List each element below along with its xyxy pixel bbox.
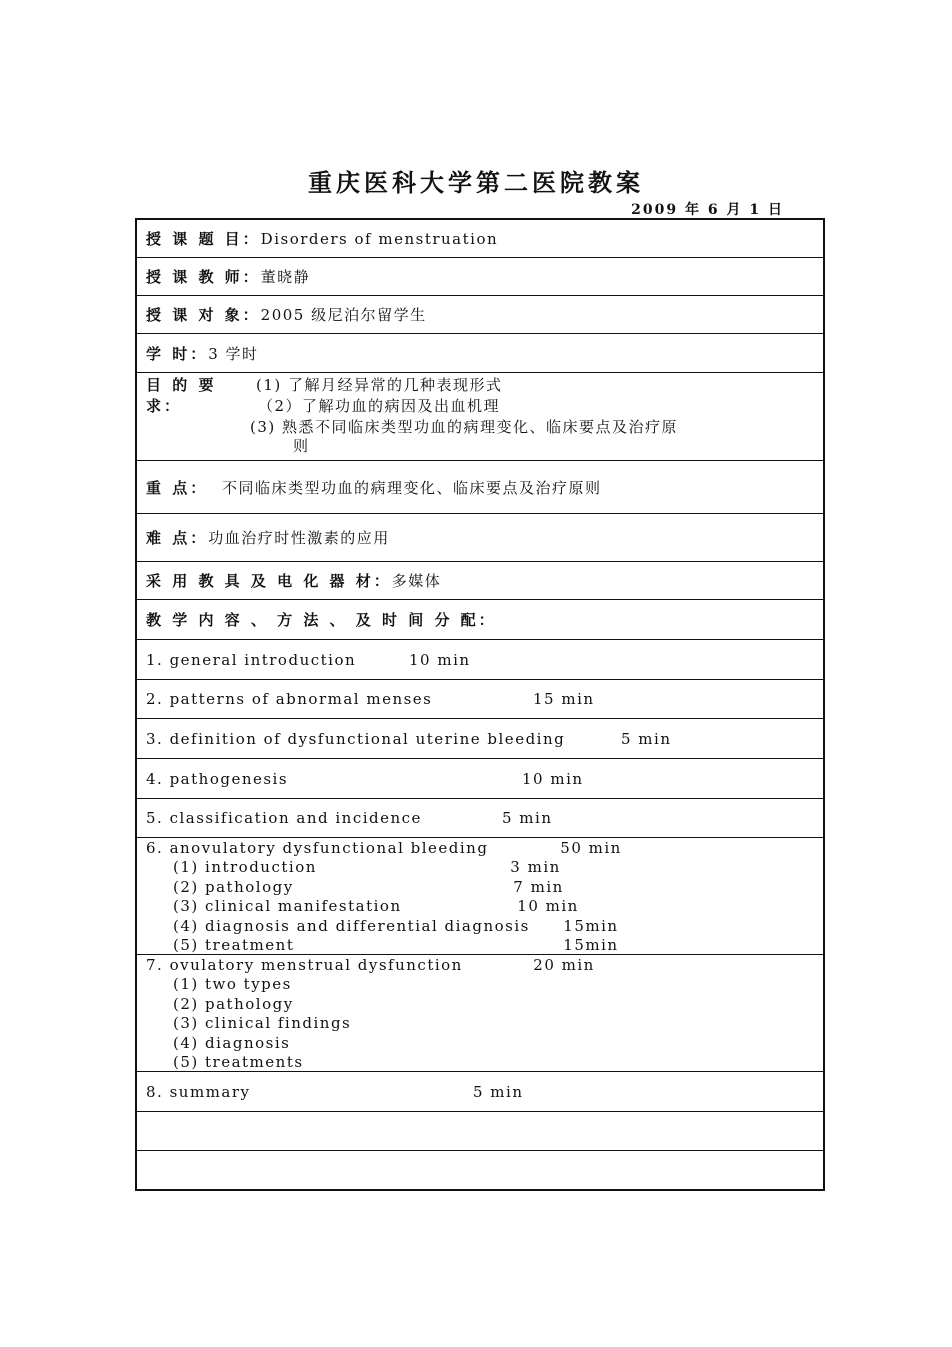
item-6-name: 6. anovulatory dysfunctional bleeding <box>146 839 489 857</box>
item-3-time: 5 min <box>621 729 672 748</box>
item-2-name: 2. patterns of abnormal menses <box>146 690 433 708</box>
audience-label: 授 课 对 象： <box>146 306 261 324</box>
item-8-name: 8. summary <box>146 1082 251 1101</box>
item-7-sub-2: (2) pathology <box>173 994 294 1013</box>
item-7-time: 20 min <box>533 956 595 974</box>
item-6-sub-1-time: 3 min <box>510 858 561 877</box>
row-aids <box>137 562 823 600</box>
key-value: 不同临床类型功血的病理变化、临床要点及治疗原则 <box>222 478 602 497</box>
item-7-name: 7. ovulatory menstrual dysfunction <box>146 956 463 974</box>
item-row-5 <box>137 799 823 838</box>
item-7-sub-1: (1) two types <box>173 975 292 994</box>
goal-3-cont: 则 <box>293 437 310 455</box>
item-row-4 <box>137 759 823 799</box>
difficulty-label: 难 点： <box>146 529 209 547</box>
item-6-sub-4-name: (4) diagnosis and differential diagnosis <box>173 916 530 935</box>
goal-3: (3) 熟悉不同临床类型功血的病理变化、临床要点及治疗原 <box>250 418 679 436</box>
audience-value: 2005 级尼泊尔留学生 <box>260 306 427 324</box>
item-7-sub-3: (3) clinical findings <box>173 1014 352 1033</box>
lesson-plan-table <box>135 218 825 1191</box>
item-6-sub-3-name: (3) clinical manifestation <box>173 897 402 916</box>
aids-label: 采 用 教 具 及 电 化 器 材： <box>146 572 392 590</box>
difficulty-value: 功血治疗时性激素的应用 <box>208 529 390 547</box>
row-topic <box>137 220 823 258</box>
topic-value: Disorders of menstruation <box>260 229 499 248</box>
item-6-sub-3-time: 10 min <box>517 897 579 916</box>
row-audience <box>137 296 823 334</box>
row-teacher <box>137 258 823 296</box>
item-6-sub-2-time: 7 min <box>513 877 564 896</box>
item-6-sub-4-time: 15min <box>563 916 619 935</box>
item-1-time: 10 min <box>409 650 471 669</box>
item-1-name: 1. general introduction <box>146 650 357 669</box>
goal-1: (1) 了解月经异常的几种表现形式 <box>256 376 503 394</box>
hours-label: 学 时： <box>146 344 209 363</box>
item-7-sub-4: (4) diagnosis <box>173 1033 291 1052</box>
item-6-sub-5-name: (5) treatment <box>173 935 295 954</box>
key-label: 重 点： <box>146 478 209 497</box>
content-label: 教 学 内 容 、 方 法 、 及 时 间 分 配： <box>146 611 497 629</box>
item-6-sub-5-time: 15min <box>563 935 619 954</box>
teacher-label: 授 课 教 师： <box>146 268 261 286</box>
item-row-3 <box>137 719 823 759</box>
item-8-time: 5 min <box>473 1082 524 1101</box>
item-4-name: 4. pathogenesis <box>146 769 289 788</box>
row-content-header <box>137 600 823 640</box>
item-row-2 <box>137 680 823 719</box>
item-row-6 <box>137 838 823 955</box>
item-2-time: 15 min <box>533 690 595 708</box>
item-7-sub-5: (5) treatments <box>173 1052 304 1071</box>
hours-value: 3 学时 <box>208 344 259 363</box>
row-hours <box>137 334 823 373</box>
aids-value: 多媒体 <box>391 572 442 590</box>
item-5-time: 5 min <box>502 809 553 827</box>
topic-label: 授 课 题 目： <box>146 230 261 248</box>
item-4-time: 10 min <box>522 769 584 788</box>
item-row-7 <box>137 955 823 1072</box>
row-goals <box>137 373 823 461</box>
item-5-name: 5. classification and incidence <box>146 809 422 827</box>
empty-row-2 <box>137 1151 823 1189</box>
item-row-1 <box>137 640 823 680</box>
lesson-date: 2009 年 6 月 1 日 <box>631 202 784 218</box>
row-difficulty <box>137 514 823 562</box>
empty-row-1 <box>137 1112 823 1151</box>
goals-label: 目 的 要 求： <box>146 376 217 415</box>
goal-2: （2）了解功血的病因及出血机理 <box>258 397 501 415</box>
row-key-points <box>137 461 823 514</box>
item-6-sub-2-name: (2) pathology <box>173 877 294 896</box>
item-row-8 <box>137 1072 823 1112</box>
item-6-time: 50 min <box>560 839 622 857</box>
item-6-sub-1-name: (1) introduction <box>173 858 317 877</box>
page-title: 重庆医科大学第二医院教案 <box>308 168 644 197</box>
item-3-name: 3. definition of dysfunctional uterine bleeding <box>146 729 566 748</box>
teacher-value: 董晓静 <box>260 268 311 286</box>
